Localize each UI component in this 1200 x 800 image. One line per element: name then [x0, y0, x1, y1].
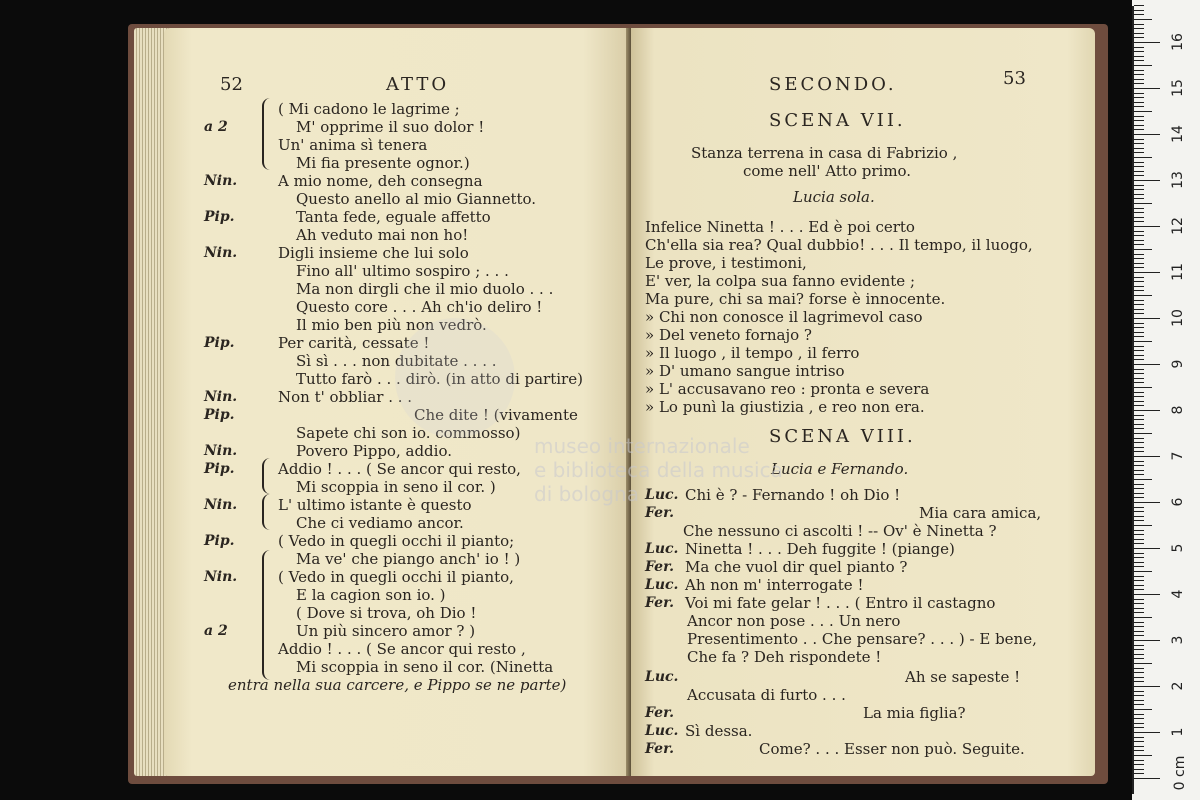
- verse-line: Che fa ? Deh rispondete !: [687, 648, 882, 666]
- ruler-tick: [1134, 152, 1144, 153]
- ruler-tick: [1134, 438, 1144, 439]
- speaker-label: Pip.: [204, 533, 235, 549]
- ruler-tick: [1134, 585, 1144, 586]
- verse-line: Ah non m' interrogate !: [685, 576, 864, 594]
- ruler-number: 5: [1170, 543, 1186, 553]
- ruler-tick: [1134, 493, 1144, 494]
- ruler-tick: [1134, 709, 1152, 710]
- verse-line: Accusata di furto . . .: [687, 686, 846, 704]
- verse-line: Ch'ella sia rea? Qual dubbio! . . . Il tempo, il luogo,: [645, 236, 1033, 254]
- ruler-number: 13: [1170, 171, 1186, 189]
- speaker-label: Luc.: [645, 487, 679, 503]
- ruler-tick: [1134, 83, 1144, 84]
- ruler-tick: [1134, 654, 1144, 655]
- ruler-tick: [1134, 258, 1144, 259]
- ruler-tick: [1134, 755, 1152, 756]
- watermark-logo-icon: [395, 318, 515, 438]
- ruler-tick: [1134, 387, 1152, 388]
- ruler-tick: [1134, 580, 1144, 581]
- verse-line: A mio nome, deh consegna: [278, 172, 483, 190]
- ruler-tick: [1134, 488, 1144, 489]
- ruler-tick: [1134, 520, 1144, 521]
- ruler-tick: [1134, 148, 1144, 149]
- speaker-label: Pip.: [204, 461, 235, 477]
- ruler-tick: [1134, 116, 1144, 117]
- verse-line: ( Dove si trova, oh Dio !: [296, 604, 477, 622]
- scene-characters: Lucia sola.: [793, 188, 875, 206]
- ruler-tick: [1134, 10, 1144, 11]
- verse-line: Un' anima sì tenera: [278, 136, 428, 154]
- ruler-tick: [1134, 56, 1144, 57]
- verse-line: E la cagion son io. ): [296, 586, 446, 604]
- ruler-tick: [1134, 341, 1152, 342]
- ruler-tick: [1134, 332, 1144, 333]
- ruler-number: 1: [1170, 727, 1186, 737]
- verse-line: Digli insieme che lui solo: [278, 244, 469, 262]
- ruler-tick: [1134, 249, 1152, 250]
- ruler-tick: [1134, 548, 1160, 549]
- brace: [262, 550, 272, 680]
- verse-line: ( Vedo in quegli occhi il pianto;: [278, 532, 515, 550]
- ruler-tick: [1134, 14, 1144, 15]
- verse-line: Infelice Ninetta ! . . . Ed è poi certo: [645, 218, 915, 236]
- speaker-label: Nin.: [204, 173, 238, 189]
- ruler-tick: [1134, 668, 1144, 669]
- ruler-tick: [1134, 442, 1144, 443]
- ruler-tick: [1134, 244, 1144, 245]
- stage-direction: entra nella sua carcere, e Pippo se ne parte): [228, 676, 567, 694]
- ruler-number: 2: [1170, 681, 1186, 691]
- ruler-tick: [1134, 746, 1144, 747]
- ruler-tick: [1134, 369, 1144, 370]
- verse-line: La mia figlia?: [863, 704, 966, 722]
- ruler-tick: [1134, 175, 1144, 176]
- ruler-tick: [1134, 51, 1144, 52]
- ruler-tick: [1134, 617, 1152, 618]
- speaker-label: Pip.: [204, 209, 235, 225]
- ruler-tick: [1134, 277, 1144, 278]
- ruler-tick: [1134, 562, 1144, 563]
- verse-line: Che ci vediamo ancor.: [296, 514, 464, 532]
- ruler-tick: [1134, 401, 1144, 402]
- speaker-label: Luc.: [645, 669, 679, 685]
- ruler-tick: [1134, 157, 1152, 158]
- verse-line: Ninetta ! . . . Deh fuggite ! (piange): [685, 540, 955, 558]
- ruler-tick: [1134, 272, 1160, 273]
- verse-line: Come? . . . Esser non può. Seguite.: [759, 740, 1025, 758]
- ruler-tick: [1134, 221, 1144, 222]
- verse-line: E' ver, la colpa sua fanno evidente ;: [645, 272, 915, 290]
- ruler-tick: [1134, 327, 1144, 328]
- brace: [262, 494, 272, 530]
- ruler-tick: [1134, 240, 1144, 241]
- verse-line: Presentimento . . Che pensare? . . . ) - E bene,: [687, 630, 1037, 648]
- brace: [262, 98, 272, 170]
- ruler-tick: [1134, 19, 1152, 20]
- ruler-tick: [1134, 263, 1144, 264]
- ruler-tick: [1134, 42, 1160, 43]
- verse-line: Ma che vuol dir quel pianto ?: [685, 558, 908, 576]
- ruler-tick: [1134, 134, 1160, 135]
- right-page: [631, 28, 1095, 776]
- scene-characters: Lucia e Fernando.: [771, 460, 909, 478]
- ruler-tick: [1134, 723, 1144, 724]
- ruler-number: 3: [1170, 635, 1186, 645]
- ruler-tick: [1134, 97, 1144, 98]
- verse-line: Sì dessa.: [685, 722, 753, 740]
- ruler-tick: [1134, 120, 1144, 121]
- ruler-tick: [1134, 125, 1144, 126]
- verse-line: Mi scoppia in seno il cor. ): [296, 478, 496, 496]
- ruler-tick: [1134, 162, 1144, 163]
- running-head: ATTO: [386, 74, 450, 95]
- verse-line: Mi scoppia in seno il cor. (Ninetta: [296, 658, 554, 676]
- ruler-tick: [1134, 254, 1144, 255]
- ruler-tick: [1134, 594, 1160, 595]
- ruler-tick: [1134, 672, 1144, 673]
- verse-line: ( Mi cadono le lagrime ;: [278, 100, 460, 118]
- ruler-number: 7: [1170, 451, 1186, 461]
- verse-line: Che dite ! (vivamente: [414, 406, 578, 424]
- verse-line: Ah veduto mai non ho!: [296, 226, 469, 244]
- speaker-label: a 2: [204, 119, 228, 135]
- ruler-tick: [1134, 525, 1152, 526]
- verse-line: Un più sincero amor ? ): [296, 622, 476, 640]
- ruler-tick: [1134, 741, 1144, 742]
- ruler-number: 16: [1170, 33, 1186, 51]
- speaker-label: Fer.: [645, 741, 675, 757]
- ruler-tick: [1134, 626, 1144, 627]
- ruler-number: 12: [1170, 217, 1186, 235]
- ruler-tick: [1134, 778, 1160, 779]
- ruler-tick: [1134, 37, 1144, 38]
- ruler-tick: [1134, 415, 1144, 416]
- ruler-tick: [1134, 189, 1144, 190]
- left-page: [164, 28, 630, 776]
- ruler-tick: [1134, 516, 1144, 517]
- ruler-tick: [1134, 231, 1144, 232]
- ruler-tick: [1134, 539, 1144, 540]
- ruler-tick: [1134, 74, 1144, 75]
- ruler-tick: [1134, 290, 1144, 291]
- ruler-tick: [1134, 171, 1144, 172]
- verse-line: Le prove, i testimoni,: [645, 254, 807, 272]
- verse-line: L' ultimo istante è questo: [278, 496, 472, 514]
- ruler-tick: [1134, 700, 1144, 701]
- ruler-tick: [1134, 382, 1144, 383]
- verse-line: » Chi non conosce il lagrimevol caso: [645, 308, 923, 326]
- ruler-number: 15: [1170, 79, 1186, 97]
- ruler-tick: [1134, 589, 1144, 590]
- ruler-tick: [1134, 300, 1144, 301]
- verse-line: » Il luogo , il tempo , il ferro: [645, 344, 860, 362]
- ruler-number: 4: [1170, 589, 1186, 599]
- open-book: [128, 18, 1112, 788]
- verse-line: Tanta fede, eguale affetto: [296, 208, 491, 226]
- ruler-tick: [1134, 318, 1160, 319]
- ruler-tick: [1134, 571, 1152, 572]
- ruler-tick: [1134, 622, 1144, 623]
- ruler-tick: [1134, 773, 1144, 774]
- ruler-tick: [1134, 456, 1160, 457]
- ruler-tick: [1134, 451, 1144, 452]
- ruler-tick: [1134, 599, 1144, 600]
- ruler-tick: [1134, 88, 1160, 89]
- ruler-tick: [1134, 737, 1144, 738]
- ruler-tick: [1134, 658, 1144, 659]
- verse-line: Per carità, cessate !: [278, 334, 430, 352]
- ruler-tick: [1134, 355, 1144, 356]
- verse-line: Fino all' ultimo sospiro ; . . .: [296, 262, 509, 280]
- ruler-tick: [1134, 267, 1144, 268]
- ruler-tick: [1134, 695, 1144, 696]
- ruler-number: 10: [1170, 309, 1186, 327]
- ruler-tick: [1134, 530, 1144, 531]
- verse-line: Addio ! . . . ( Se ancor qui resto,: [278, 460, 521, 478]
- ruler-unit: 0 cm: [1172, 755, 1188, 791]
- ruler-tick: [1134, 474, 1144, 475]
- ruler-number: 14: [1170, 125, 1186, 143]
- speaker-label: Nin.: [204, 497, 238, 513]
- verse-line: Voi mi fate gelar ! . . . ( Entro il castagno: [685, 594, 996, 612]
- ruler-tick: [1134, 566, 1144, 567]
- ruler-tick: [1134, 396, 1144, 397]
- verse-line: Ancor non pose . . . Un nero: [687, 612, 901, 630]
- ruler-tick: [1134, 732, 1160, 733]
- verse-line: » Lo punì la giustizia , e reo non era.: [645, 398, 925, 416]
- verse-line: Il mio ben più non vedrò.: [296, 316, 487, 334]
- ruler-tick: [1134, 511, 1144, 512]
- speaker-label: Pip.: [204, 407, 235, 423]
- speaker-label: Nin.: [204, 389, 238, 405]
- ruler-tick: [1134, 479, 1152, 480]
- ruler-tick: [1134, 185, 1144, 186]
- ruler-tick: [1134, 323, 1144, 324]
- watermark-line: e biblioteca della musica: [534, 458, 783, 482]
- ruler-tick: [1134, 677, 1144, 678]
- ruler-tick: [1134, 235, 1144, 236]
- ruler-tick: [1134, 93, 1144, 94]
- verse-line: Sapete chi son io. commosso): [296, 424, 521, 442]
- ruler-tick: [1134, 612, 1144, 613]
- ruler-tick: [1134, 686, 1160, 687]
- speaker-label: Fer.: [645, 595, 675, 611]
- ruler-tick: [1134, 70, 1144, 71]
- speaker-label: Nin.: [204, 245, 238, 261]
- ruler-tick: [1134, 5, 1144, 6]
- ruler-tick: [1134, 79, 1144, 80]
- speaker-label: Fer.: [645, 559, 675, 575]
- ruler-tick: [1134, 350, 1144, 351]
- ruler-tick: [1134, 102, 1144, 103]
- ruler-tick: [1134, 649, 1144, 650]
- ruler-tick: [1134, 640, 1160, 641]
- speaker-label: Nin.: [204, 443, 238, 459]
- ruler-tick: [1134, 553, 1144, 554]
- ruler-tick: [1134, 557, 1144, 558]
- ruler-tick: [1134, 760, 1144, 761]
- verse-line: Che nessuno ci ascolti ! -- Ov' è Ninetta ?: [683, 522, 997, 540]
- ruler-tick: [1134, 433, 1152, 434]
- verse-line: ( Vedo in quegli occhi il pianto,: [278, 568, 514, 586]
- ruler-tick: [1134, 286, 1144, 287]
- ruler-tick: [1134, 461, 1144, 462]
- ruler-tick: [1134, 704, 1144, 705]
- page-number: 53: [1003, 68, 1026, 89]
- brace: [262, 458, 272, 494]
- ruler-number: 9: [1170, 359, 1186, 369]
- watermark-line: museo internazionale: [534, 434, 750, 458]
- speaker-label: Nin.: [204, 569, 238, 585]
- ruler-tick: [1134, 405, 1144, 406]
- verse-line: Ma pure, chi sa mai? forse è innocente.: [645, 290, 946, 308]
- ruler-tick: [1134, 373, 1144, 374]
- ruler-tick: [1134, 198, 1144, 199]
- ruler-tick: [1134, 28, 1144, 29]
- speaker-label: Luc.: [645, 541, 679, 557]
- verse-line: » L' accusavano reo : pronta e severa: [645, 380, 930, 398]
- verse-line: Ma non dirgli che il mio duolo . . .: [296, 280, 554, 298]
- ruler-tick: [1134, 217, 1144, 218]
- ruler-tick: [1134, 502, 1160, 503]
- ruler-tick: [1134, 33, 1144, 34]
- ruler-tick: [1134, 295, 1152, 296]
- ruler-tick: [1134, 304, 1144, 305]
- speaker-label: a 2: [204, 623, 228, 639]
- ruler-tick: [1134, 681, 1144, 682]
- verse-line: Questo anello al mio Giannetto.: [296, 190, 537, 208]
- ruler-tick: [1134, 346, 1144, 347]
- verse-line: Questo core . . . Ah ch'io deliro !: [296, 298, 543, 316]
- verse-line: Povero Pippo, addio.: [296, 442, 452, 460]
- verse-line: Tutto farò . . . dirò. (in atto di partire): [296, 370, 583, 388]
- ruler-tick: [1134, 718, 1144, 719]
- ruler-tick: [1134, 143, 1144, 144]
- speaker-label: Pip.: [204, 335, 235, 351]
- ruler-tick: [1134, 424, 1144, 425]
- ruler-tick: [1134, 226, 1160, 227]
- running-head: SECONDO.: [769, 74, 897, 95]
- ruler-tick: [1134, 106, 1144, 107]
- verse-line: Addio ! . . . ( Se ancor qui resto ,: [278, 640, 526, 658]
- ruler-tick: [1134, 635, 1144, 636]
- ruler-tick: [1134, 470, 1144, 471]
- ruler-number: 6: [1170, 497, 1186, 507]
- ruler-tick: [1134, 65, 1152, 66]
- scene-setting: come nell' Atto primo.: [743, 162, 912, 180]
- ruler-tick: [1134, 60, 1144, 61]
- ruler-tick: [1134, 534, 1144, 535]
- ruler-tick: [1134, 208, 1144, 209]
- verse-line: M' opprime il suo dolor !: [296, 118, 485, 136]
- ruler-tick: [1134, 769, 1144, 770]
- watermark: [534, 434, 783, 506]
- speaker-label: Luc.: [645, 577, 679, 593]
- verse-line: Ah se sapeste !: [905, 668, 1021, 686]
- ruler-tick: [1134, 203, 1152, 204]
- ruler-tick: [1134, 378, 1144, 379]
- ruler-tick: [1134, 714, 1144, 715]
- verse-line: » Del veneto fornajo ?: [645, 326, 812, 344]
- ruler-tick: [1134, 313, 1144, 314]
- ruler-tick: [1134, 447, 1144, 448]
- ruler-tick: [1134, 497, 1144, 498]
- scene-title: SCENA VII.: [769, 110, 906, 131]
- ruler-number: 11: [1170, 263, 1186, 281]
- ruler-tick: [1134, 309, 1144, 310]
- verse-line: Mi fia presente ognor.): [296, 154, 470, 172]
- ruler-tick: [1134, 47, 1144, 48]
- verse-line: » D' umano sangue intriso: [645, 362, 845, 380]
- verse-line: Mia cara amica,: [919, 504, 1042, 522]
- ruler-tick: [1134, 750, 1144, 751]
- ruler-tick: [1134, 764, 1144, 765]
- ruler-tick: [1134, 194, 1144, 195]
- speaker-label: Fer.: [645, 505, 675, 521]
- ruler-tick: [1134, 465, 1144, 466]
- ruler-tick: [1134, 392, 1144, 393]
- ruler-tick: [1134, 428, 1144, 429]
- ruler-tick: [1134, 727, 1144, 728]
- page-number: 52: [220, 74, 243, 95]
- ruler-tick: [1134, 336, 1144, 337]
- ruler-tick: [1134, 484, 1144, 485]
- scene-title: SCENA VIII.: [769, 426, 916, 447]
- ruler-tick: [1134, 180, 1160, 181]
- ruler-tick: [1134, 212, 1144, 213]
- ruler-tick: [1134, 608, 1144, 609]
- ruler-tick: [1134, 139, 1144, 140]
- ruler-tick: [1134, 24, 1144, 25]
- verse-line: Ma ve' che piango anch' io ! ): [296, 550, 521, 568]
- verse-line: Sì sì . . . non dubitate . . . .: [296, 352, 497, 370]
- ruler-tick: [1134, 603, 1144, 604]
- verse-line: Chi è ? - Fernando ! oh Dio !: [685, 486, 901, 504]
- scale-ruler: [1132, 0, 1200, 800]
- watermark-line: di bologna: [534, 482, 639, 506]
- speaker-label: Luc.: [645, 723, 679, 739]
- ruler-tick: [1134, 410, 1160, 411]
- ruler-tick: [1134, 645, 1144, 646]
- ruler-tick: [1134, 111, 1152, 112]
- ruler-tick: [1134, 663, 1152, 664]
- ruler-tick: [1134, 359, 1144, 360]
- ruler-tick: [1134, 543, 1144, 544]
- ruler-tick: [1134, 166, 1144, 167]
- verse-line: Non t' obbliar . . .: [278, 388, 413, 406]
- ruler-tick: [1134, 691, 1144, 692]
- ruler-tick: [1134, 507, 1144, 508]
- speaker-label: Fer.: [645, 705, 675, 721]
- ruler-tick: [1134, 281, 1144, 282]
- ruler-number: 8: [1170, 405, 1186, 415]
- ruler-tick: [1134, 419, 1144, 420]
- ruler-tick: [1134, 129, 1144, 130]
- scene-setting: Stanza terrena in casa di Fabrizio ,: [691, 144, 958, 162]
- ruler-tick: [1134, 576, 1144, 577]
- ruler-tick: [1134, 631, 1144, 632]
- ruler-tick: [1134, 364, 1160, 365]
